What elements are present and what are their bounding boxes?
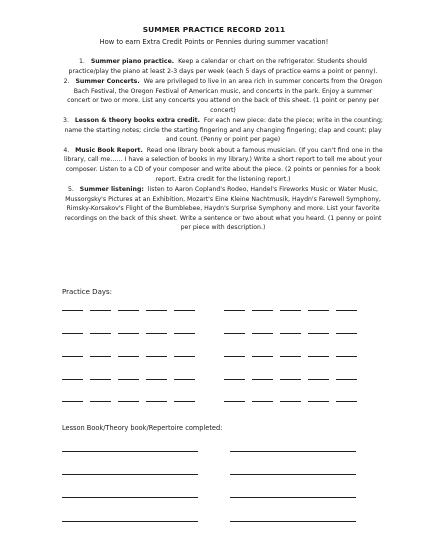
practice-day-blank[interactable] — [118, 310, 139, 311]
lesson-completed-label: Lesson Book/Theory book/Repertoire completed: — [62, 424, 223, 432]
practice-day-blank[interactable] — [62, 310, 83, 311]
list-item — [62, 57, 384, 76]
page-subtitle: How to earn Extra Credit Points or Pennies during summer vacation! — [99, 38, 329, 46]
practice-day-blank[interactable] — [252, 379, 273, 380]
list-item — [62, 146, 384, 184]
item-title: Lesson & theory books extra credit. — [74, 117, 200, 125]
lesson-entry-line[interactable] — [230, 521, 356, 522]
item-number: 1. — [79, 58, 85, 65]
item-title: Summer Concerts. — [75, 77, 140, 85]
lesson-entry-line[interactable] — [230, 451, 356, 452]
lesson-entry-line[interactable] — [230, 474, 356, 475]
practice-day-blank[interactable] — [308, 401, 329, 402]
list-item — [62, 77, 384, 115]
item-number: 3. — [63, 117, 69, 125]
item-title: Summer piano practice. — [90, 58, 175, 65]
list-item — [62, 116, 384, 145]
practice-day-blank[interactable] — [280, 333, 301, 334]
practice-day-blank[interactable] — [280, 379, 301, 380]
practice-day-blank[interactable] — [308, 356, 329, 357]
practice-row — [62, 401, 366, 403]
practice-day-blank[interactable] — [174, 333, 195, 334]
practice-day-blank[interactable] — [62, 379, 83, 380]
practice-day-blank[interactable] — [280, 356, 301, 357]
practice-day-blank[interactable] — [90, 356, 111, 357]
item-text: Read one library book about a famous musician. (If you can't find one in the library, call me…… I have a selection of books in my library.) Write a short report to tell me about your composer. Listen to a CD of your composer and write about the piece. (2 points or pennies for a book report. Extra credit for the listening report.) — [63, 146, 383, 183]
lesson-entry-line[interactable] — [62, 474, 198, 475]
practice-day-blank[interactable] — [336, 310, 357, 311]
practice-day-blank[interactable] — [224, 356, 245, 357]
practice-days-grid — [62, 310, 366, 402]
practice-day-blank[interactable] — [336, 333, 357, 334]
item-number: 5. — [67, 185, 74, 193]
practice-day-blank[interactable] — [336, 379, 357, 380]
practice-days-label: Practice Days: — [62, 288, 113, 296]
practice-day-blank[interactable] — [90, 379, 111, 380]
practice-day-blank[interactable] — [146, 379, 167, 380]
practice-day-blank[interactable] — [280, 310, 301, 311]
extra-credit-list — [62, 57, 384, 234]
item-text: listen to Aaron Copland's Rodeo, Handel's Fireworks Music or Water Music, Mussorgsky's Pictures at an Exhibition, Mozart's Eine Kleine Nachtmusik, Haydn's Farewell Symphony, Rimsky-Korsakov's Flight of the Bumblebee, Haydn's Surprise Symphony and more. List your favorite recordings on the back of this sheet. Write a sentence or two about what you heard. (1 penny or point per piece with description.) — [64, 185, 382, 232]
item-text: We are privileged to live in an area rich in summer concerts from the Oregon Bach Festival, the Oregon Festival of American music, and concerts in the park. Enjoy a summer concert or two or more. List any concerts you attend on the back of this sheet. (1 point or penny per concert) — [67, 77, 383, 114]
lesson-entry-line[interactable] — [62, 451, 198, 452]
practice-row — [62, 333, 366, 335]
practice-day-blank[interactable] — [90, 310, 111, 311]
lesson-entry-line[interactable] — [62, 497, 198, 498]
practice-day-blank[interactable] — [224, 401, 245, 402]
practice-day-blank[interactable] — [174, 379, 195, 380]
practice-day-blank[interactable] — [308, 333, 329, 334]
practice-day-blank[interactable] — [252, 356, 273, 357]
list-item — [62, 185, 384, 233]
practice-day-blank[interactable] — [146, 356, 167, 357]
practice-row — [62, 379, 366, 381]
practice-day-blank[interactable] — [146, 401, 167, 402]
practice-day-blank[interactable] — [174, 310, 195, 311]
item-title: Music Book Report. — [75, 146, 143, 154]
practice-day-blank[interactable] — [224, 310, 245, 311]
practice-day-blank[interactable] — [62, 401, 83, 402]
practice-row — [62, 356, 366, 358]
practice-row — [62, 310, 366, 312]
practice-day-blank[interactable] — [280, 401, 301, 402]
item-text: Keep a calendar or chart on the refrigerator. Students should practice/play the piano at least 2-3 days per week (each 5 days of practice earns a point or penny). — [68, 58, 378, 75]
practice-day-blank[interactable] — [62, 333, 83, 334]
practice-day-blank[interactable] — [336, 356, 357, 357]
item-title: Summer listening: — [79, 185, 144, 193]
practice-day-blank[interactable] — [146, 310, 167, 311]
practice-day-blank[interactable] — [118, 333, 139, 334]
lesson-entry-line[interactable] — [62, 521, 198, 522]
practice-day-blank[interactable] — [174, 401, 195, 402]
item-number: 4. — [63, 146, 70, 154]
practice-day-blank[interactable] — [118, 356, 139, 357]
practice-day-blank[interactable] — [308, 310, 329, 311]
practice-day-blank[interactable] — [90, 333, 111, 334]
practice-day-blank[interactable] — [146, 333, 167, 334]
item-number: 2. — [63, 77, 70, 85]
practice-day-blank[interactable] — [224, 379, 245, 380]
practice-day-blank[interactable] — [252, 401, 273, 402]
practice-day-blank[interactable] — [252, 310, 273, 311]
practice-day-blank[interactable] — [174, 356, 195, 357]
lesson-entry-line[interactable] — [230, 497, 356, 498]
practice-day-blank[interactable] — [118, 401, 139, 402]
page-title: SUMMER PRACTICE RECORD 2011 — [142, 25, 286, 34]
item-text: For each new piece: date the piece; write in the counting; name the starting notes; circle the starting fingering and any changing fingering; clap and count; play and count. (Penny or point per page) — [64, 117, 383, 144]
practice-day-blank[interactable] — [118, 379, 139, 380]
practice-day-blank[interactable] — [62, 356, 83, 357]
practice-day-blank[interactable] — [336, 401, 357, 402]
practice-day-blank[interactable] — [224, 333, 245, 334]
practice-day-blank[interactable] — [90, 401, 111, 402]
practice-day-blank[interactable] — [252, 333, 273, 334]
practice-day-blank[interactable] — [308, 379, 329, 380]
